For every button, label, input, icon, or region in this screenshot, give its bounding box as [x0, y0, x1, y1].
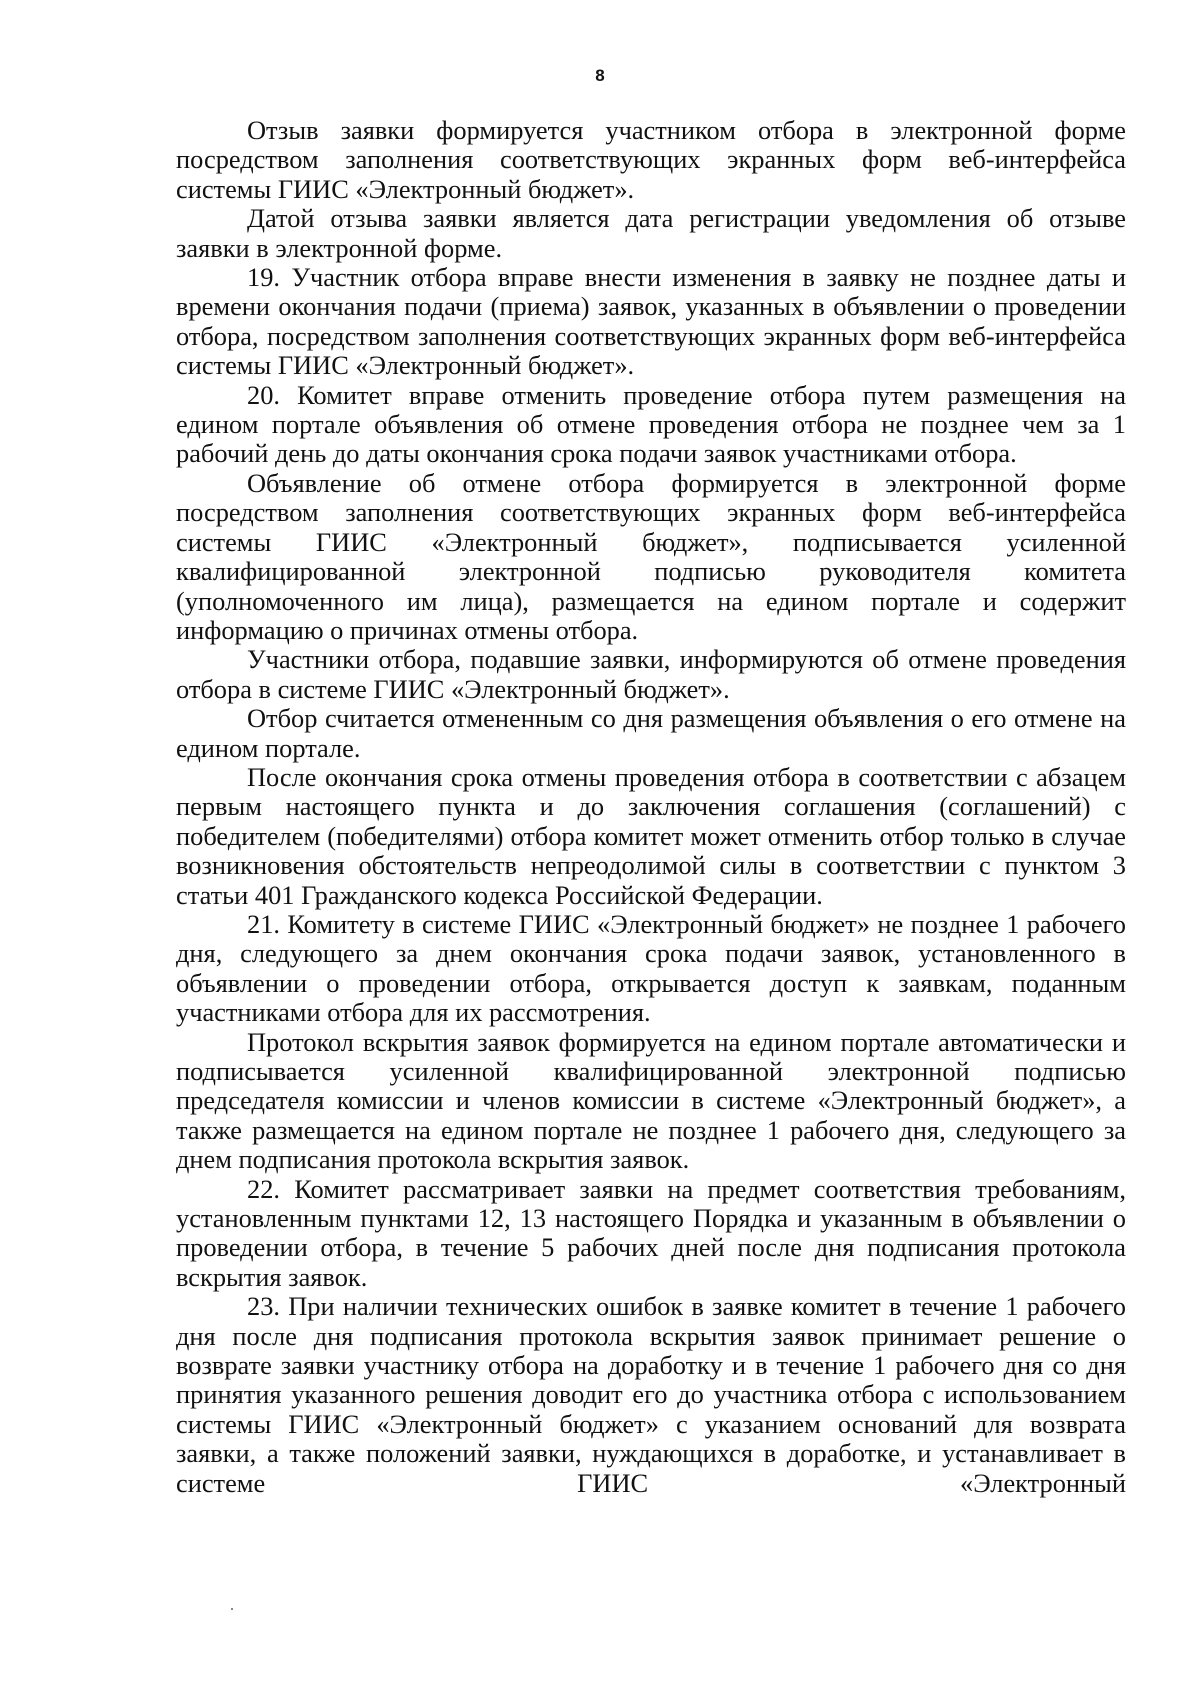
paragraph-cancellation-notice: Объявление об отмене отбора формируется в электронной форме посредством заполнения соответствующих экранных форм веб-интерфейса системы ГИИС «Электронный бюджет», подписывается усиленной квалифицированной электронной подписью руководителя комитета (уполномоченного им лица), размещается на едином портале и содержит информацию о причинах отмены отбора. — [176, 467, 1126, 645]
paragraph-item-23: 23. При наличии технических ошибок в заявке комитет в течение 1 рабочего дня после дня подписания протокола вскрытия заявок принимает решение о возврате заявки участнику отбора на доработку и в течение 1 рабочего дня со дня принятия указанного решения доводит его до участника отбора с использованием системы ГИИС «Электронный бюджет» с указанием оснований для возврата заявки, а также положений заявки, нуждающихся в доработке, и устанавливает в системе ГИИС «Электронный — [176, 1291, 1126, 1498]
paragraph-item-20: 20. Комитет вправе отменить проведение отбора путем размещения на едином портале объявления об отмене проведения отбора не позднее чем за 1 рабочий день до даты окончания срока подачи заявок участниками отбора. — [176, 379, 1126, 469]
paragraph-selection-cancelled: Отбор считается отмененным со дня размещения объявления о его отмене на едином портале. — [176, 703, 1126, 763]
scan-artifact-dot — [231, 1608, 233, 1610]
paragraph-item-22: 22. Комитет рассматривает заявки на предмет соответствия требованиям, установленным пунктами 12, 13 настоящего Порядка и указанным в объявлении о проведении отбора, в течение 5 рабочих дней после дня подписания протокола вскрытия заявок. — [176, 1173, 1126, 1292]
paragraph-item-19: 19. Участник отбора вправе внести изменения в заявку не позднее даты и времени окончания подачи (приема) заявок, указанных в объявлении о проведении отбора, посредством заполнения соответствующих экранных форм веб-интерфейса системы ГИИС «Электронный бюджет». — [176, 262, 1126, 381]
paragraph-withdrawal-form: Отзыв заявки формируется участником отбора в электронной форме посредством заполнения соответствующих экранных форм веб-интерфейса системы ГИИС «Электронный бюджет». — [176, 115, 1126, 204]
paragraph-withdrawal-date: Датой отзыва заявки является дата регистрации уведомления об отзыве заявки в электронной форме. — [176, 203, 1126, 263]
paragraph-opening-protocol: Протокол вскрытия заявок формируется на едином портале автоматически и подписывается усиленной квалифицированной электронной подписью председателя комиссии и членов комиссии в системе «Электронный бюджет», а также размещается на едином портале не позднее 1 рабочего дня, следующего за днем подписания протокола вскрытия заявок. — [176, 1026, 1126, 1175]
document-body — [176, 116, 1126, 1498]
paragraph-item-21: 21. Комитету в системе ГИИС «Электронный бюджет» не позднее 1 рабочего дня, следующего за днем окончания срока подачи заявок, установленного в объявлении о проведении отбора, открывается доступ к заявкам, поданным участниками отбора для их рассмотрения. — [176, 908, 1126, 1028]
paragraph-force-majeure: После окончания срока отмены проведения отбора в соответствии с абзацем первым настоящего пункта и до заключения соглашения (соглашений) с победителем (победителями) отбора комитет может отменить отбор только в случае возникновения обстоятельств непреодолимой силы в соответствии с пунктом 3 статьи 401 Гражданского кодекса Российской Федерации. — [176, 761, 1126, 910]
paragraph-participants-informed: Участники отбора, подавшие заявки, информируются об отмене проведения отбора в системе ГИИС «Электронный бюджет». — [176, 644, 1126, 704]
page-number: 8 — [595, 66, 605, 85]
